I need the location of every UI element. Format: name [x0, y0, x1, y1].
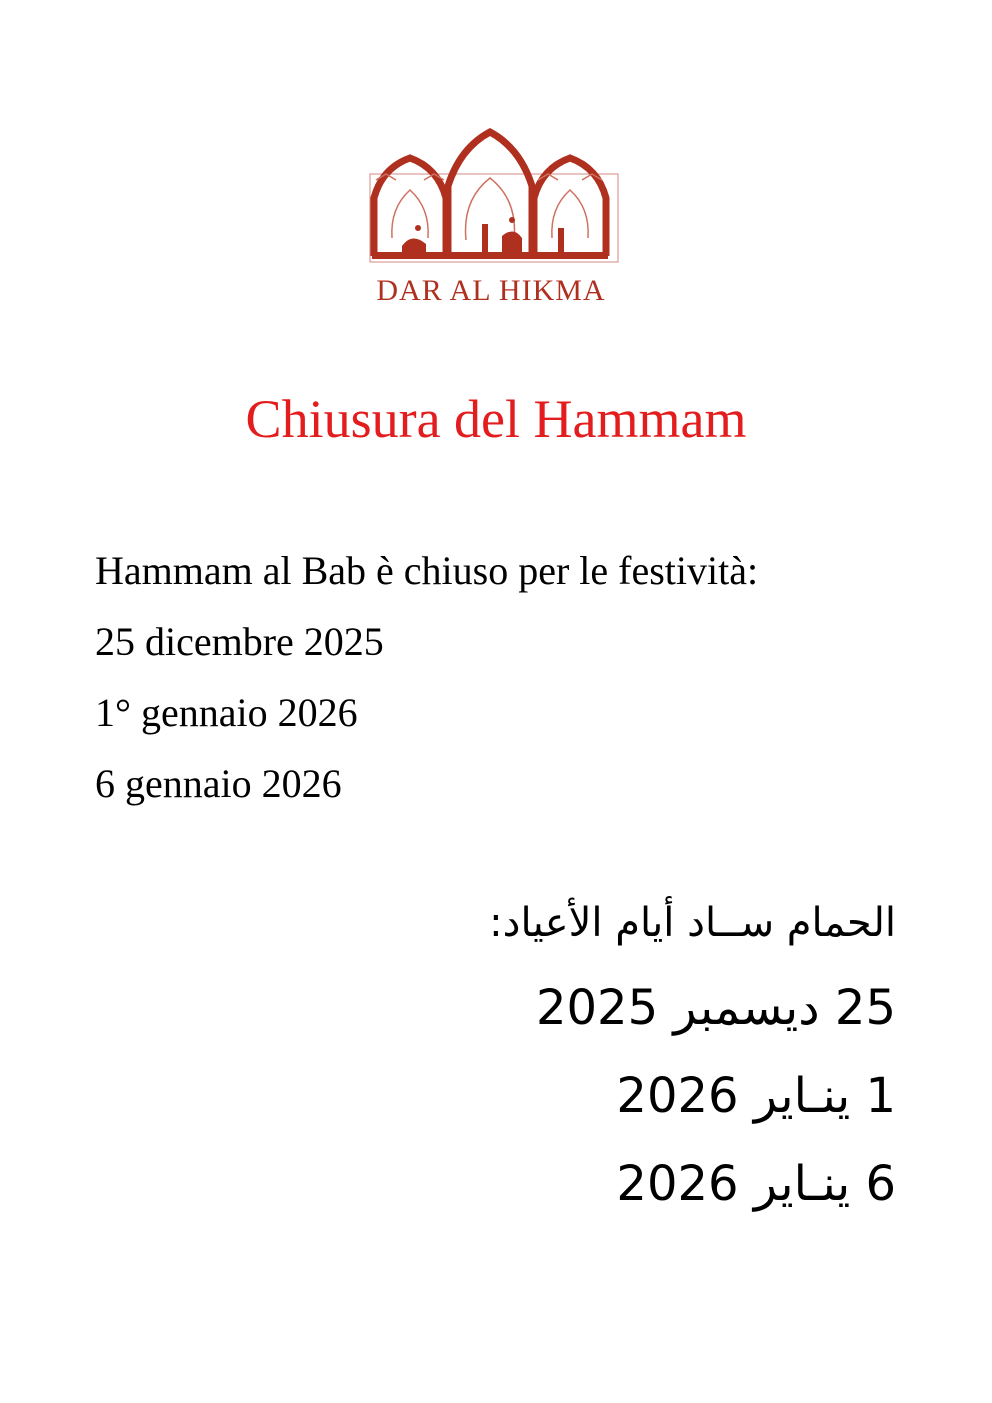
- italian-date-1: 25 dicembre 2025: [95, 619, 384, 664]
- italian-date-2: 1° gennaio 2026: [95, 690, 358, 735]
- arabic-notice: [420, 882, 896, 1228]
- arabic-date-1: 25 ديسمبر 2025: [535, 980, 896, 1036]
- logo-arches-graphic: [362, 128, 620, 308]
- arabic-intro: الحمام ســاد أيام الأعياد:: [489, 900, 896, 946]
- italian-notice: [95, 535, 915, 819]
- italian-intro: Hammam al Bab è chiuso per le festività:: [95, 548, 759, 593]
- dar-al-hikma-logo: [362, 128, 620, 308]
- page-title: Chiusura del Hammam: [245, 389, 747, 449]
- logo-wordmark: DAR AL HIKMA: [376, 274, 606, 307]
- arabic-date-3: 6 ينـاير 2026: [616, 1156, 896, 1212]
- italian-date-3: 6 gennaio 2026: [95, 761, 342, 806]
- arabic-date-2: 1 ينـاير 2026: [616, 1068, 896, 1124]
